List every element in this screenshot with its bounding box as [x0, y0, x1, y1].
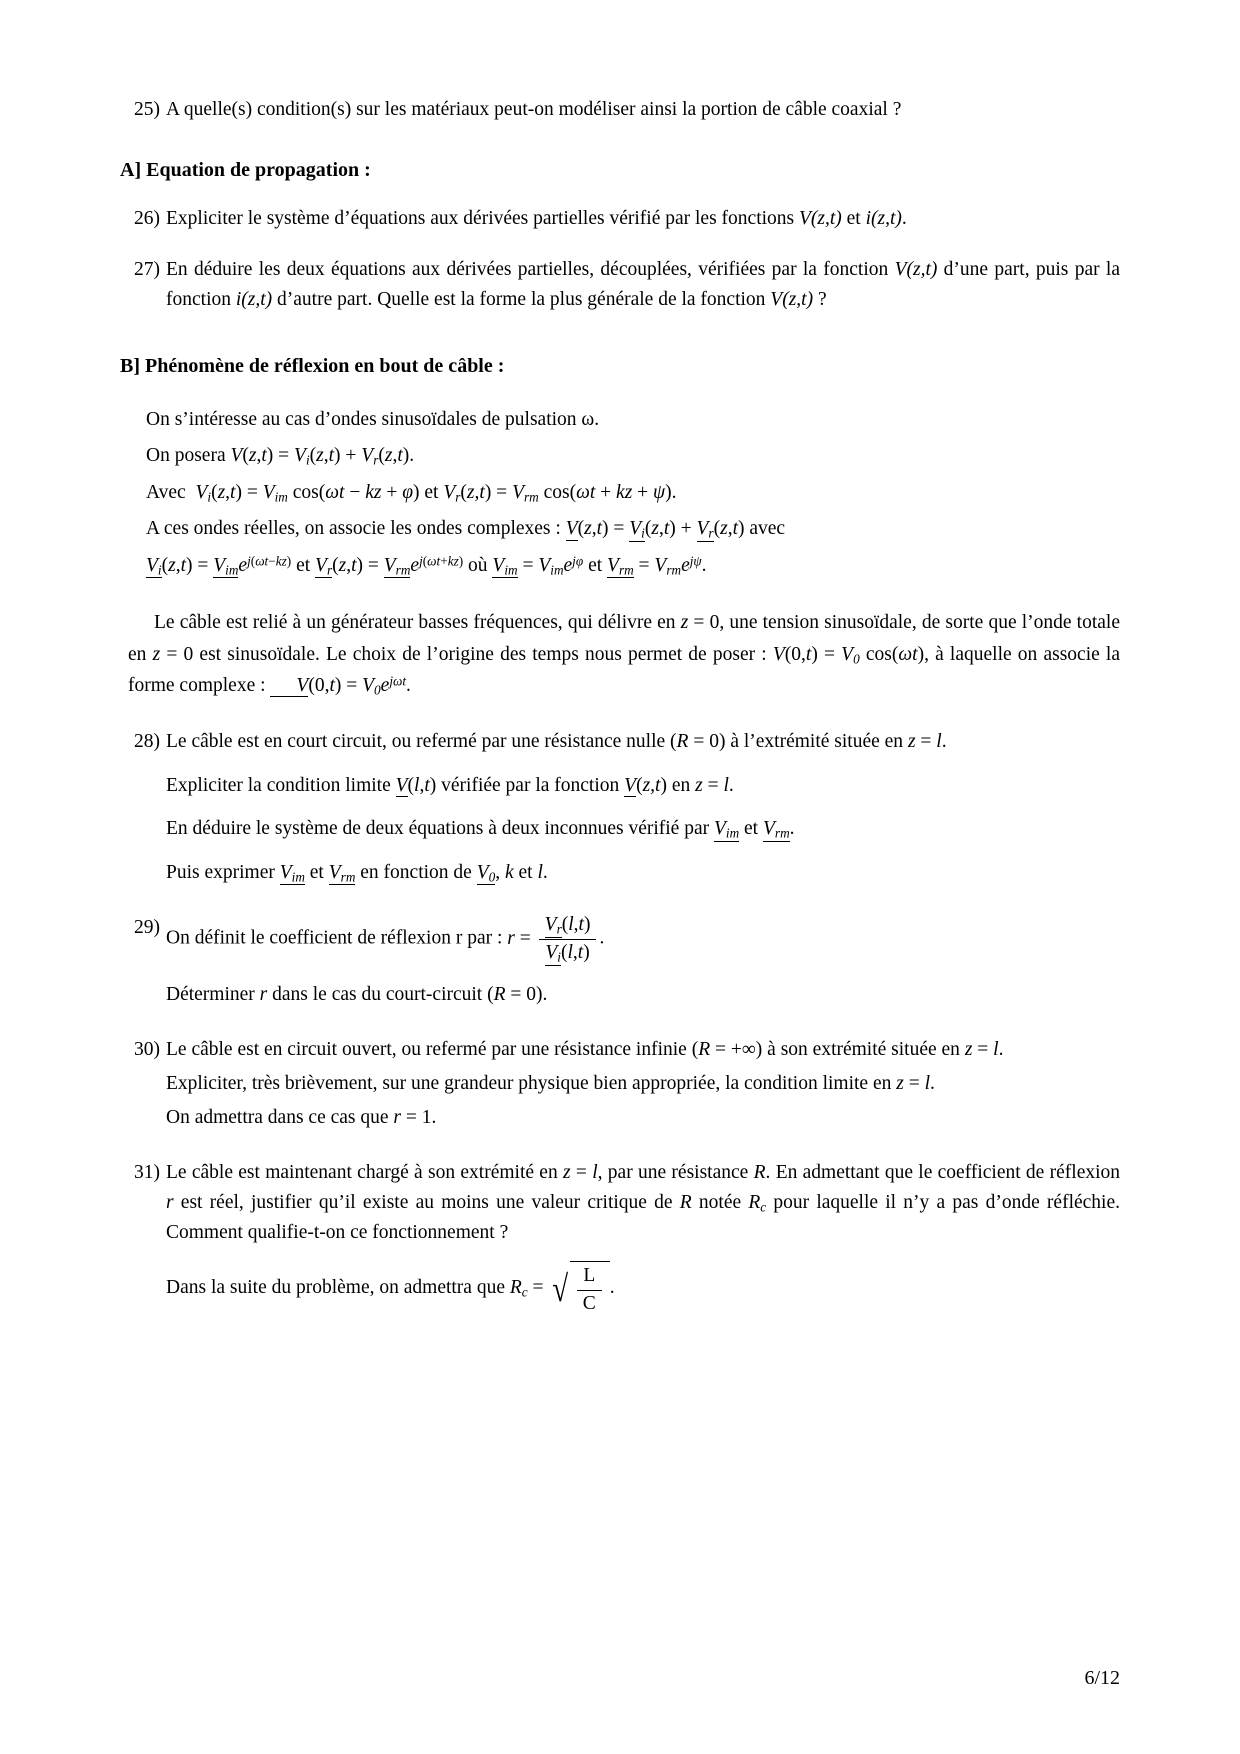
q31-l1e: notée — [691, 1191, 749, 1213]
q28-vrm: $V_{rm}$ — [762, 818, 790, 841]
q29-line-1 — [166, 913, 1120, 965]
q28-R: R = 0 — [676, 730, 719, 752]
intro-line-4 — [146, 513, 1120, 545]
q28-l2d: . — [728, 774, 734, 796]
q30-l3a: On admettra dans ce cas que — [166, 1106, 394, 1128]
q28-vim: $V_{im}$ — [713, 818, 740, 841]
question-text: A quelle(s) condition(s) sur les matériaux peut-on modéliser ainsi la portion de câble coaxial ? — [166, 99, 902, 120]
intro-line-1: On s’intéresse au cas d’ondes sinusoïdales de pulsation ω. — [146, 408, 600, 430]
q28-l3a: En déduire le système de deux équations à deux inconnues vérifié par — [166, 818, 714, 840]
q26-text-before: Expliciter le système d’équations aux dérivées partielles vérifié par les fonctions — [166, 207, 799, 229]
question-28 — [120, 727, 1120, 892]
q31-line-2 — [166, 1261, 1120, 1316]
q30-l1a: Le câble est en circuit ouvert, ou refermé par une résistance infinie ( — [166, 1039, 699, 1061]
para-part2: , une tension sinusoïdale, de sorte que l’onde totale en — [128, 612, 1120, 665]
q28-line-4 — [166, 858, 1120, 888]
question-text — [166, 913, 1120, 1013]
q28-l3c: . — [789, 818, 795, 840]
intro-line-5 — [146, 550, 1120, 582]
question-text — [166, 204, 1120, 234]
intro-eq-vi: $V_i(z,t) = V_{im}$ cos(ωt − kz + φ) — [195, 481, 420, 505]
q30-z: z = l — [964, 1039, 999, 1061]
q31-z: z = l — [563, 1162, 598, 1184]
intro-line-4-prefix: A ces ondes réelles, on associe les ondes complexes : — [146, 518, 566, 540]
para-part3: est sinusoïdale. Le choix de l’origine des temps nous permet de poser : — [193, 643, 773, 665]
q31-l1c: . En admettant que le coefficient de réflexion — [765, 1162, 1121, 1184]
q28-line-2 — [166, 771, 1120, 801]
intro-eq-vrm: $V_{rm} = V_{rm}e^{j\psi}$ — [607, 553, 702, 578]
q30-r: r = 1 — [393, 1106, 432, 1128]
q30-l1b: ) à son extrémité située en — [755, 1039, 965, 1061]
q31-R2: R — [679, 1191, 692, 1213]
intro-line-3-prefix: Avec — [146, 481, 191, 503]
q30-z2: z = l — [896, 1072, 931, 1094]
intro-eq-vr-complex: $V_r(z,t) = V_{rm}e^{j(\omega t+kz)}$ — [315, 553, 464, 578]
q29-line-2 — [166, 980, 1120, 1010]
q28-l4e: et — [513, 861, 538, 883]
intro-line-2-math: $V(z,t) = V_i(z,t) + V_r(z,t)$. — [230, 445, 415, 468]
intro-line-5-suffix: . — [701, 554, 707, 576]
question-number: 29) — [134, 917, 160, 939]
question-number: 30) — [134, 1039, 160, 1061]
q31-l2b: . — [609, 1277, 615, 1299]
section-b-paragraph — [120, 607, 1120, 701]
intro-line-3 — [146, 477, 1120, 509]
fraction-denominator: C — [582, 1292, 596, 1314]
q28-l4a: Puis exprimer — [166, 861, 280, 883]
q31-l1a: Le câble est maintenant chargé à son extrémité en — [166, 1162, 564, 1184]
para-z0-b: z = 0 — [152, 643, 194, 665]
intro-eq-vr: $V_r(z,t) = V_{rm}$ cos(ωt + kz + ψ) — [443, 481, 672, 505]
question-number: 27) — [134, 259, 160, 281]
q26-text-mid: et — [841, 207, 866, 229]
intro-line-2-prefix: On posera — [146, 445, 231, 467]
intro-line-2 — [146, 440, 1120, 472]
q28-z: z = l — [907, 730, 942, 752]
q30-line-3 — [166, 1103, 1120, 1133]
q31-l2a: Dans la suite du problème, on admettra que — [166, 1277, 510, 1299]
para-part4: , à laquelle on associe la forme complexe : — [128, 643, 1121, 696]
question-text — [166, 1158, 1120, 1320]
section-a-title: A] Equation de propagation : — [120, 158, 371, 181]
intro-line-4-suffix: avec — [744, 518, 786, 540]
q28-l1c: . — [941, 730, 947, 752]
q26-fn2: i(z,t) — [865, 207, 902, 229]
question-25 — [120, 95, 1120, 125]
q29-r: r — [259, 983, 268, 1005]
q27-text-mid2: d’autre part. Quelle est la forme la plus générale de la fonction — [272, 288, 771, 310]
q27-fn2: i(z,t) — [235, 288, 273, 310]
q29-formula: r = $\frac{V_r(l,t)}{V_i(l,t)}$ — [507, 928, 599, 949]
q27-text-mid: d’une part, puis par la fonction — [166, 259, 1120, 310]
q28-Vzt: V(z,t) — [624, 774, 667, 796]
question-number: 31) — [134, 1162, 160, 1184]
q26-fn1: V(z,t) — [799, 207, 842, 229]
intro-line-5-mid3: et — [583, 554, 608, 576]
q30-line-2 — [166, 1069, 1120, 1099]
q30-line-1 — [166, 1035, 1120, 1065]
q30-l1c: . — [998, 1039, 1004, 1061]
q31-r: r — [166, 1191, 174, 1213]
para-part1: Le câble est relié à un générateur basses fréquences, qui délivre en — [154, 612, 681, 634]
question-30 — [120, 1035, 1120, 1136]
reflection-fraction — [539, 913, 597, 965]
q28-l: l — [537, 861, 543, 883]
q29-l1b: . — [599, 928, 605, 950]
fraction-denominator: $V_i(l,t)$ — [545, 942, 590, 965]
q29-l2b: dans le cas du court-circuit ( — [267, 983, 494, 1005]
section-b-title: B] Phénomène de réflexion en bout de câble : — [120, 354, 505, 377]
intro-eq-complex: $V(z,t) = V_i(z,t) + V_r(z,t)$ — [565, 518, 745, 541]
q28-k: k — [504, 861, 514, 883]
q28-l4f: . — [542, 861, 548, 883]
q28-Vlt: V(l,t) — [395, 774, 437, 796]
q30-R: R = +∞ — [698, 1039, 756, 1061]
q28-l4d: , — [495, 861, 505, 883]
q31-line-1 — [166, 1158, 1120, 1247]
q28-l1a: Le câble est en court circuit, ou refermé par une résistance nulle ( — [166, 730, 677, 752]
question-number: 26) — [134, 207, 160, 229]
q31-formula: $R_c$ = √ $\frac{L}{C}$ — [510, 1277, 610, 1298]
intro-line-3-suffix: . — [671, 481, 677, 503]
question-text — [166, 1035, 1120, 1136]
lc-fraction — [577, 1264, 602, 1316]
q31-l1b: , par une résistance — [597, 1162, 754, 1184]
fraction-numerator: $V_r(l,t)$ — [539, 913, 597, 940]
intro-line-3-mid: et — [419, 481, 444, 503]
radical-icon: √ — [552, 1269, 569, 1311]
para-eq1: $V(0,t) = V_0$ cos(ωt) — [772, 643, 925, 667]
q27-fn1: V(z,t) — [894, 259, 938, 281]
q28-l4b: et — [304, 861, 329, 883]
q28-line-1 — [166, 727, 1120, 757]
q28-l2a: Expliciter la condition limite — [166, 774, 396, 796]
q27-text-before: En déduire les deux équations aux dérivées partielles, découplées, vérifiées par la fonction — [166, 259, 895, 281]
q28-vim2: $V_{im}$ — [279, 861, 305, 885]
question-text — [166, 255, 1120, 314]
q31-l1d: est réel, justifier qu’il existe au moins une valeur critique de — [173, 1191, 680, 1213]
q28-l2c: en — [666, 774, 696, 796]
intro-eq-vi-complex: $V_i(z,t) = V_{im}e^{j(\omega t-kz)}$ — [146, 553, 292, 578]
q30-l3b: . — [431, 1106, 437, 1128]
q30-l2b: . — [930, 1072, 935, 1094]
q28-vrm2: $V_{rm}$ — [328, 861, 356, 885]
q28-z2: z = l — [695, 774, 729, 796]
page-number: 6/12 — [1084, 1667, 1120, 1689]
question-26 — [120, 204, 1120, 234]
q28-l3b: et — [739, 818, 763, 840]
para-z0-a: z = 0 — [680, 612, 720, 634]
intro-eq-vim: $V_{im} = V_{im}e^{j\varphi}$ — [492, 553, 584, 578]
q26-text-after: . — [901, 207, 907, 229]
section-b-intro — [120, 404, 1120, 582]
q28-v0: $V_0$ — [476, 861, 496, 885]
q28-l4c: en fonction de — [355, 861, 477, 883]
q31-l1f: pour laquelle il n’y a pas d’onde réfléchie. Comment qualifie-t-on ce fonctionnement ? — [166, 1191, 1120, 1243]
q28-l1b: ) à l’extrémité située en — [718, 730, 908, 752]
sqrt-content — [570, 1261, 610, 1316]
question-number: 28) — [134, 730, 160, 752]
question-27 — [120, 255, 1120, 314]
q27-text-after: ? — [813, 288, 827, 310]
q28-line-3 — [166, 814, 1120, 844]
fraction-numerator: L — [577, 1264, 602, 1290]
q30-l2: Expliciter, très brièvement, sur une grandeur physique bien appropriée, la condition limite en — [166, 1072, 897, 1094]
question-31 — [120, 1158, 1120, 1320]
q29-R: R = 0 — [493, 983, 537, 1005]
intro-line-5-mid2: où — [463, 554, 493, 576]
question-29 — [120, 913, 1120, 1013]
question-text — [166, 727, 1120, 892]
q29-l2c: ). — [536, 983, 548, 1005]
q31-Rc: $R_c$ — [748, 1191, 767, 1215]
para-part5: . — [406, 674, 411, 696]
q31-R: R — [753, 1162, 766, 1184]
intro-line-5-mid1: et — [291, 554, 316, 576]
question-number: 25) — [134, 99, 160, 120]
q27-fn3: V(z,t) — [770, 288, 814, 310]
q29-l2a: Déterminer — [166, 983, 260, 1005]
sqrt-expression — [550, 1261, 609, 1316]
para-eq2: $V(0,t) = V_0e^{j\omega t}$ — [270, 675, 406, 696]
q28-l2b: vérifiée par la fonction — [436, 774, 625, 796]
q29-l1a: On définit le coefficient de réflexion r par : — [166, 928, 508, 950]
